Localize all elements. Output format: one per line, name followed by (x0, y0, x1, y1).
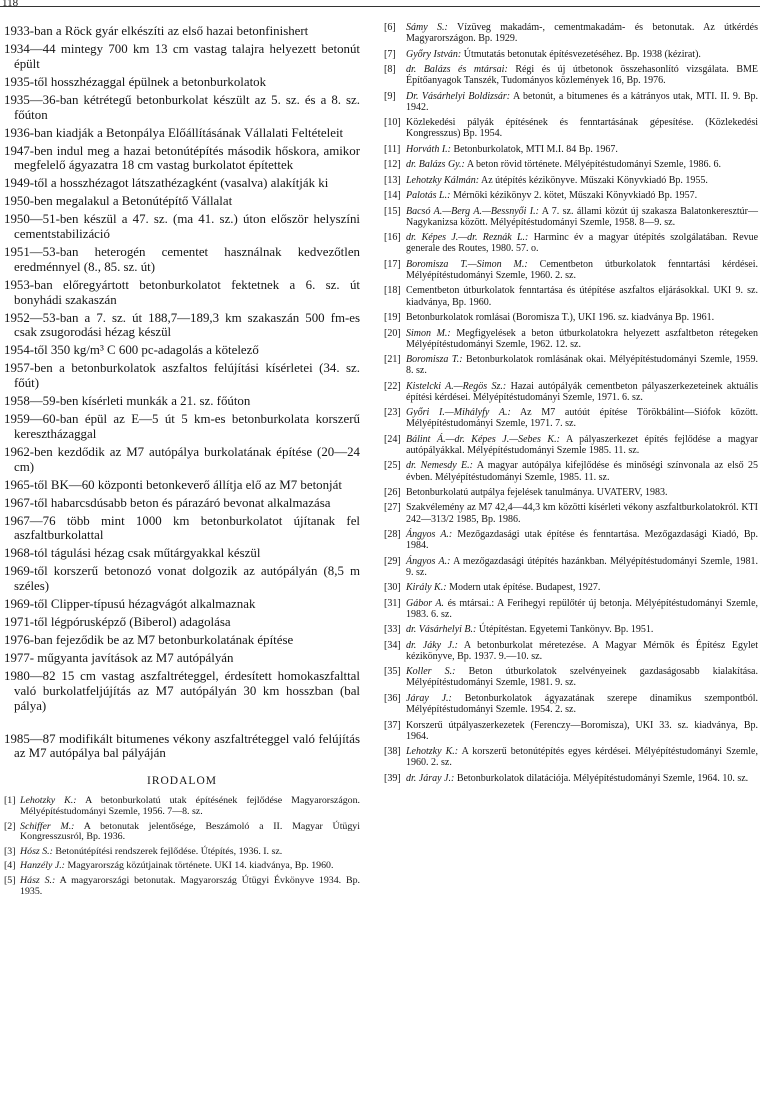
reference-text: Harminc év a magyar útépítés szolgálatában. Revue generale des Routes, 1980. 57. o. (406, 232, 759, 255)
reference-author: Bálint Á.—dr. Képes J.—Sebes K.: (406, 433, 560, 445)
reference-item (384, 666, 758, 688)
reference-number: [2] (4, 820, 16, 832)
chronology-item: 1977- műgyanta javítások az M7 autópályán (4, 651, 234, 666)
reference-text: Mérnöki kézikönyv 2. kötet, Műszaki Könyvkiadó Bp. 1957. (452, 190, 698, 202)
chronology-item: 1969-től korszerű betonozó vonat dolgozik az autópályán (8,5 m széles) (4, 564, 360, 594)
reference-text: Régi és új útbetonok összehasonlító vizsgálata. BME Építőanyagok Tanszék, Tudományos közlemények 16, Bp. 1976. (406, 64, 759, 87)
reference-author: Bacsó A.—Berg A.—Bessnyői I.: (406, 205, 539, 217)
reference-text: Útépítéstan. Egyetemi Tankönyv. Bp. 1951. (478, 624, 654, 636)
reference-item (4, 847, 360, 858)
reference-text: A mezőgazdasági útépítés hazánkban. Mélyépítéstudományi Szemle, 1981. 9. sz. (406, 555, 759, 578)
reference-item (384, 49, 758, 60)
reference-author: dr. Járay J.: (406, 772, 455, 784)
reference-author: Horváth I.: (406, 143, 451, 155)
chronology-item: 1954-től 350 kg/m³ C 600 pc-adagolás a kötelező (4, 343, 259, 358)
reference-number: [16] (384, 232, 401, 244)
reference-text: Korszerű útpályaszerkezetek (Ferenczy—Boromisza), UKI 33. sz. kiadványa, Bp. 1964. (406, 719, 758, 742)
reference-text: Mezőgazdasági utak építése és fenntartása. Mezőgazdasági Kiadó, Bp. 1984. (406, 529, 759, 552)
reference-number: [6] (384, 22, 396, 33)
reference-number: [22] (384, 380, 401, 392)
left-column (4, 24, 360, 901)
reference-number: [37] (384, 719, 401, 731)
reference-author: Járay J.: (406, 692, 452, 704)
reference-number: [12] (384, 159, 401, 171)
reference-number: [21] (384, 354, 401, 366)
reference-item (4, 822, 360, 844)
literature-heading: IRODALOM (147, 775, 217, 788)
reference-item (4, 876, 360, 898)
reference-author: Palotás L.: (406, 190, 451, 202)
reference-item (384, 598, 758, 620)
chronology-item: 1957-ben a betonburkolatok aszfaltos felújítási kísérletei (34. sz. főút) (4, 361, 360, 391)
reference-text: Betonburkolatok ágyazatának szerepe dinamikus szempontból. Mélyépítéstudományi Szemle. 1954. 2. sz. (406, 692, 759, 716)
chronology-item: 1958—59-ben kísérleti munkák a 21. sz. főúton (4, 394, 251, 409)
reference-item (384, 117, 758, 139)
reference-text: Hazai autópályák cementbeton pályaszerkezeteinek aktuális építési kérdései. Mélyépítéstudományi Szemle, 1971. 6. sz. (406, 380, 758, 403)
chronology-item: 1936-ban kiadják a Betonpálya Előállításának Vállalati Feltételeit (4, 125, 344, 140)
reference-text: Betonburkolatok dilatációja. Mélyépítéstudományi Szemle, 1964. 10. sz. (456, 772, 749, 784)
chronology-item: 1985—87 modifikált bitumenes vékony aszfaltréteggel való felújítás az M7 autópálya bal pályáján (4, 731, 360, 761)
reference-item (4, 796, 360, 818)
reference-number: [4] (4, 860, 16, 872)
reference-number: [11] (384, 143, 401, 155)
reference-item (384, 720, 758, 742)
reference-number: [9] (384, 90, 396, 102)
reference-number: [19] (384, 312, 401, 324)
reference-item (384, 381, 758, 403)
chronology-item: 1947-ben indul meg a hazai betonútépítés második hőskora, amikor megfelelő ágyazatra 18 cm vastag burkolatot építettek (4, 143, 360, 173)
reference-number: [30] (384, 582, 401, 594)
reference-text: A pályaszerkezet építés fejlődése a magyar autópályákkal. Mélyépítéstudományi Szemle 1985. 11. sz. (406, 433, 759, 456)
reference-item (384, 640, 758, 662)
reference-item (384, 285, 758, 307)
reference-text: A betonburkolatú utak építésének fejlődése Magyarországon. Mélyépítéstudományi Szemle, 1956. 7—8. sz. (20, 795, 360, 818)
chronology-item: 1935-től hosszhézaggal épülnek a betonburkolatok (4, 74, 267, 89)
reference-text: és mtársai.: A Ferihegyi repülőtér új betonja. Mélyépítéstudományi Szemle, 1983. 6. sz. (406, 597, 759, 620)
reference-item (384, 144, 758, 155)
reference-author: Király K.: (406, 582, 447, 594)
chronology-item: 1976-ban fejeződik be az M7 betonburkolatának építése (4, 633, 294, 648)
chronology-item: 1933-ban a Röck gyár elkészíti az első hazai betonfinishert (4, 24, 309, 38)
chronology-item: 1934—44 mintegy 700 km 13 cm vastag talajra helyezett betonút épült (4, 41, 360, 71)
reference-author: Ángyos A.: (406, 555, 451, 567)
reference-item (384, 502, 758, 524)
reference-item (384, 693, 758, 715)
reference-text: A 7. sz. állami közút új szakasza Balatonkeresztúr—Nagykanizsa között. Mélyépítéstudományi Szemle, 1958. 8—9. sz. (406, 205, 758, 228)
reference-author: Koller S.: (406, 666, 456, 678)
chronology-item: 1965-től BK—60 központi betonkeverő állítja elő az M7 betonját (4, 477, 342, 492)
reference-number: [36] (384, 692, 401, 704)
reference-item (384, 91, 758, 113)
reference-author: dr. Balázs és mtársai: (406, 64, 508, 76)
reference-text: A betonutak jelentősége, Beszámoló a II. Magyar Útügyi Kongresszusról, Bp. 1936. (20, 820, 360, 843)
reference-author: Boromisza T.—Simon M.: (406, 258, 528, 270)
chronology-item: 1953-ban előregyártott betonburkolatot fektetnek a 6. sz. út bonyhádi szakaszán (4, 277, 360, 307)
reference-item (384, 206, 758, 228)
reference-text: A korszerű betonútépítés egyes kérdései. Mélyépítéstudományi Szemle, 1960. 2. sz. (406, 746, 758, 769)
reference-item (384, 259, 758, 281)
reference-text: Cementbeton útburkolatok fenntartása és útépítése aszfaltos eljárásokkal. UKI 9. sz. kiadványa, Bp. 1960. (406, 285, 758, 308)
chronology-item: 1950-ben megalakul a Betonútépítő Vállalat (4, 194, 233, 209)
reference-item (384, 624, 758, 635)
reference-number: [14] (384, 190, 401, 202)
reference-text: A magyar autópálya kifejlődése és minőségi színvonala az első 25 évben. Mélyépítéstudományi Szemle, 1985. 11. sz. (406, 460, 758, 483)
reference-author: Ángyos A.: (406, 529, 453, 541)
reference-item (384, 434, 758, 456)
reference-number: [35] (384, 666, 401, 678)
reference-text: Betonburkolatok romlásai (Boromisza T.), UKI 196. sz. kiadványa Bp. 1961. (406, 312, 715, 324)
reference-author: Győry István: (406, 48, 462, 60)
reference-number: [27] (384, 502, 401, 514)
reference-item (384, 190, 758, 201)
reference-item (384, 407, 758, 429)
reference-author: Lehotzky K.: (406, 746, 459, 758)
reference-text: Cementbeton útburkolatok fenntartási kérdései. Mélyépítéstudományi Szemle, 1960. 2. sz. (406, 258, 758, 281)
reference-author: Dr. Vásárhelyi Boldizsár: (406, 90, 511, 102)
reference-number: [26] (384, 487, 401, 498)
chronology-item: 1952—53-ban a 7. sz. út 188,7—189,3 km szakaszán 500 fm-es csak zsugorodási hézag készül (4, 310, 360, 340)
reference-item (384, 582, 758, 593)
reference-text: Betonburkolatok, MTI M.I. 84 Bp. 1967. (453, 143, 618, 155)
reference-author: Simon M.: (406, 327, 451, 339)
chronology-item: 1968-tól tágulási hézag csak műtárgyakkal készül (4, 546, 261, 561)
reference-text: Beton útburkolatok szelvényeinek gazdaságosabb kialakítása. Mélyépítéstudományi Szemle, 1981. 9. sz. (406, 666, 758, 689)
reference-number: [5] (4, 874, 16, 886)
reference-item (384, 232, 758, 254)
reference-text: Betonútépítési rendszerek fejlődése. Útépítés, 1936. I. sz. (55, 845, 283, 857)
reference-author: dr. Balázs Gy.: (406, 159, 465, 171)
right-column (384, 22, 758, 788)
chronology-item: 1967—76 több mint 1000 km betonburkolatot újítanak fel aszfaltburkolattal (4, 513, 360, 543)
reference-text: Betonburkolatú autpálya fejelések tanulmánya. UVATERV, 1983. (406, 487, 668, 498)
reference-text: Útmutatás betonutak építésvezetéséhez. Bp. 1938 (kézirat). (463, 48, 701, 60)
reference-item (384, 159, 758, 170)
reference-text: Vízüveg makadám-, cementmakadám- és betonutak. Az útkérdés Magyarországon. Bp. 1929. (406, 22, 758, 45)
reference-number: [7] (384, 48, 396, 60)
reference-item (4, 861, 360, 872)
reference-text: Betonburkolatok romlásának okai. Mélyépítéstudományi Szemle, 1959. 8. sz. (406, 354, 758, 377)
chronology-item: 1950—51-ben készül a 47. sz. (ma 41. sz.) úton először helyszíni cementstabilizáció (4, 212, 360, 242)
chronology-item: 1980—82 15 cm vastag aszfaltréteggel, érdesített homokaszfalttal való burkolatfeljújítás az M7 autópályán 30 km hosszban (bal pálya) (4, 669, 360, 713)
reference-text: A betonburkolat méretezése. A Magyar Mérnök és Építész Egylet kézikönyve, Bp. 1937. 9.—10. sz. (406, 639, 758, 662)
reference-list-left (4, 796, 360, 898)
header-rule (0, 6, 760, 7)
reference-author: dr. Képes J.—dr. Reznák L.: (406, 232, 529, 244)
reference-number: [1] (4, 795, 16, 807)
reference-author: Hász S.: (20, 874, 56, 886)
reference-author: Hósz S.: (20, 845, 53, 857)
reference-number: [39] (384, 772, 401, 784)
reference-text: Megfigyelések a beton útburkolatokra helyezett aszfaltbeton rétegeken Mélyépítéstudományi Szemle, 1962. 12. sz. (406, 327, 758, 350)
reference-text: Modern utak építése. Budapest, 1927. (449, 582, 601, 594)
reference-text: Az útépítés kézikönyve. Műszaki Könyvkiadó Bp. 1955. (481, 174, 708, 186)
reference-text: Magyarország közútjainak története. UKI 14. kiadványa, Bp. 1960. (67, 860, 334, 872)
reference-author: Boromisza T.: (406, 354, 463, 366)
reference-author: dr. Vásárhelyi B.: (406, 624, 477, 636)
reference-author: Kistelcki A.—Regös Sz.: (406, 380, 507, 392)
reference-item (384, 487, 758, 498)
reference-author: dr. Nemesdy E.: (406, 460, 473, 472)
reference-item (384, 64, 758, 86)
reference-number: [10] (384, 117, 401, 129)
reference-number: [17] (384, 258, 401, 270)
chronology-item: 1967-től habarcsdúsabb beton és párazáró bevonat alkalmazása (4, 495, 331, 510)
chronology-item: 1935—36-ban kétrétegű betonburkolat készült az 5. sz. és a 8. sz. főúton (4, 92, 360, 122)
reference-author: Lehotzky K.: (20, 795, 77, 807)
reference-text: A beton rövid története. Mélyépítéstudományi Szemle, 1986. 6. (466, 159, 721, 171)
reference-number: [31] (384, 597, 401, 609)
reference-author: Sámy S.: (406, 22, 448, 33)
reference-number: [8] (384, 64, 396, 76)
reference-item (384, 312, 758, 323)
reference-text: Szakvélemény az M7 42,4—44,3 km közötti kísérleti vékony aszfaltburkolatokról. KTI 242—313/2 1985, Bp. 1986. (406, 502, 758, 525)
reference-item (384, 529, 758, 551)
reference-number: [28] (384, 529, 401, 541)
reference-number: [29] (384, 555, 401, 567)
reference-number: [24] (384, 433, 401, 445)
reference-item (384, 773, 758, 784)
reference-item (384, 746, 758, 768)
chronology-item: 1949-től a hosszhézagot látszathézagként (vasalva) alakítják ki (4, 176, 329, 191)
reference-number: [34] (384, 639, 401, 651)
reference-author: Lehotzky Kálmán: (406, 174, 480, 186)
reference-number: [18] (384, 285, 401, 297)
reference-author: Schiffer M.: (20, 820, 75, 832)
reference-item (384, 22, 758, 44)
chronology-item: 1971-től légpórusképző (Biberol) adagolása (4, 615, 231, 630)
reference-number: [33] (384, 624, 401, 636)
reference-number: [23] (384, 407, 401, 419)
reference-text: A betonút, a bitumenes és a kátrányos utak, MTI. II. 9. Bp. 1942. (406, 90, 758, 113)
reference-item (384, 460, 758, 482)
reference-item (384, 556, 758, 578)
chronology-item: 1962-ben kezdődik az M7 autópálya burkolatának építése (20—24 cm) (4, 444, 360, 474)
reference-number: [3] (4, 845, 16, 857)
reference-text: A magyarországi betonutak. Magyarország Útügyi Évkönyve 1934. Bp. 1935. (20, 874, 360, 897)
page-number: 118 (2, 0, 19, 9)
reference-item (384, 175, 758, 186)
reference-number: [20] (384, 327, 401, 339)
reference-number: [15] (384, 205, 401, 217)
reference-number: [25] (384, 460, 401, 472)
chronology-list (4, 24, 360, 761)
reference-list-right (384, 22, 758, 784)
reference-number: [38] (384, 746, 401, 758)
chronology-item: 1951—53-ban heterogén cementet használnak kedvezőtlen eredménnyel (8., 85. sz. út) (4, 245, 360, 274)
chronology-item: 1959—60-ban épül az E—5 út 5 km-es betonburkolata korszerű keresztházaggal (4, 412, 360, 441)
reference-item (384, 328, 758, 350)
chronology-item: 1969-től Clipper-típusú hézagvágót alkalmaznak (4, 597, 256, 612)
reference-author: Győri I.—Mihályfy A.: (406, 407, 511, 419)
reference-author: dr. Jáky J.: (406, 639, 458, 651)
reference-item (384, 354, 758, 376)
reference-author: Hanzély J.: (20, 860, 65, 872)
reference-number: [13] (384, 174, 401, 186)
reference-text: Az M7 autóút építése Törökbálint—Siófok között. Mélyépítéstudományi Szemle, 1971. 7. sz. (406, 407, 759, 430)
reference-author: Gábor A. (406, 597, 445, 609)
reference-text: Közlekedési pályák építésének és fenntartásának gépesítése. (Közlekedési Kongresszus) Bp. 1954. (406, 117, 758, 140)
